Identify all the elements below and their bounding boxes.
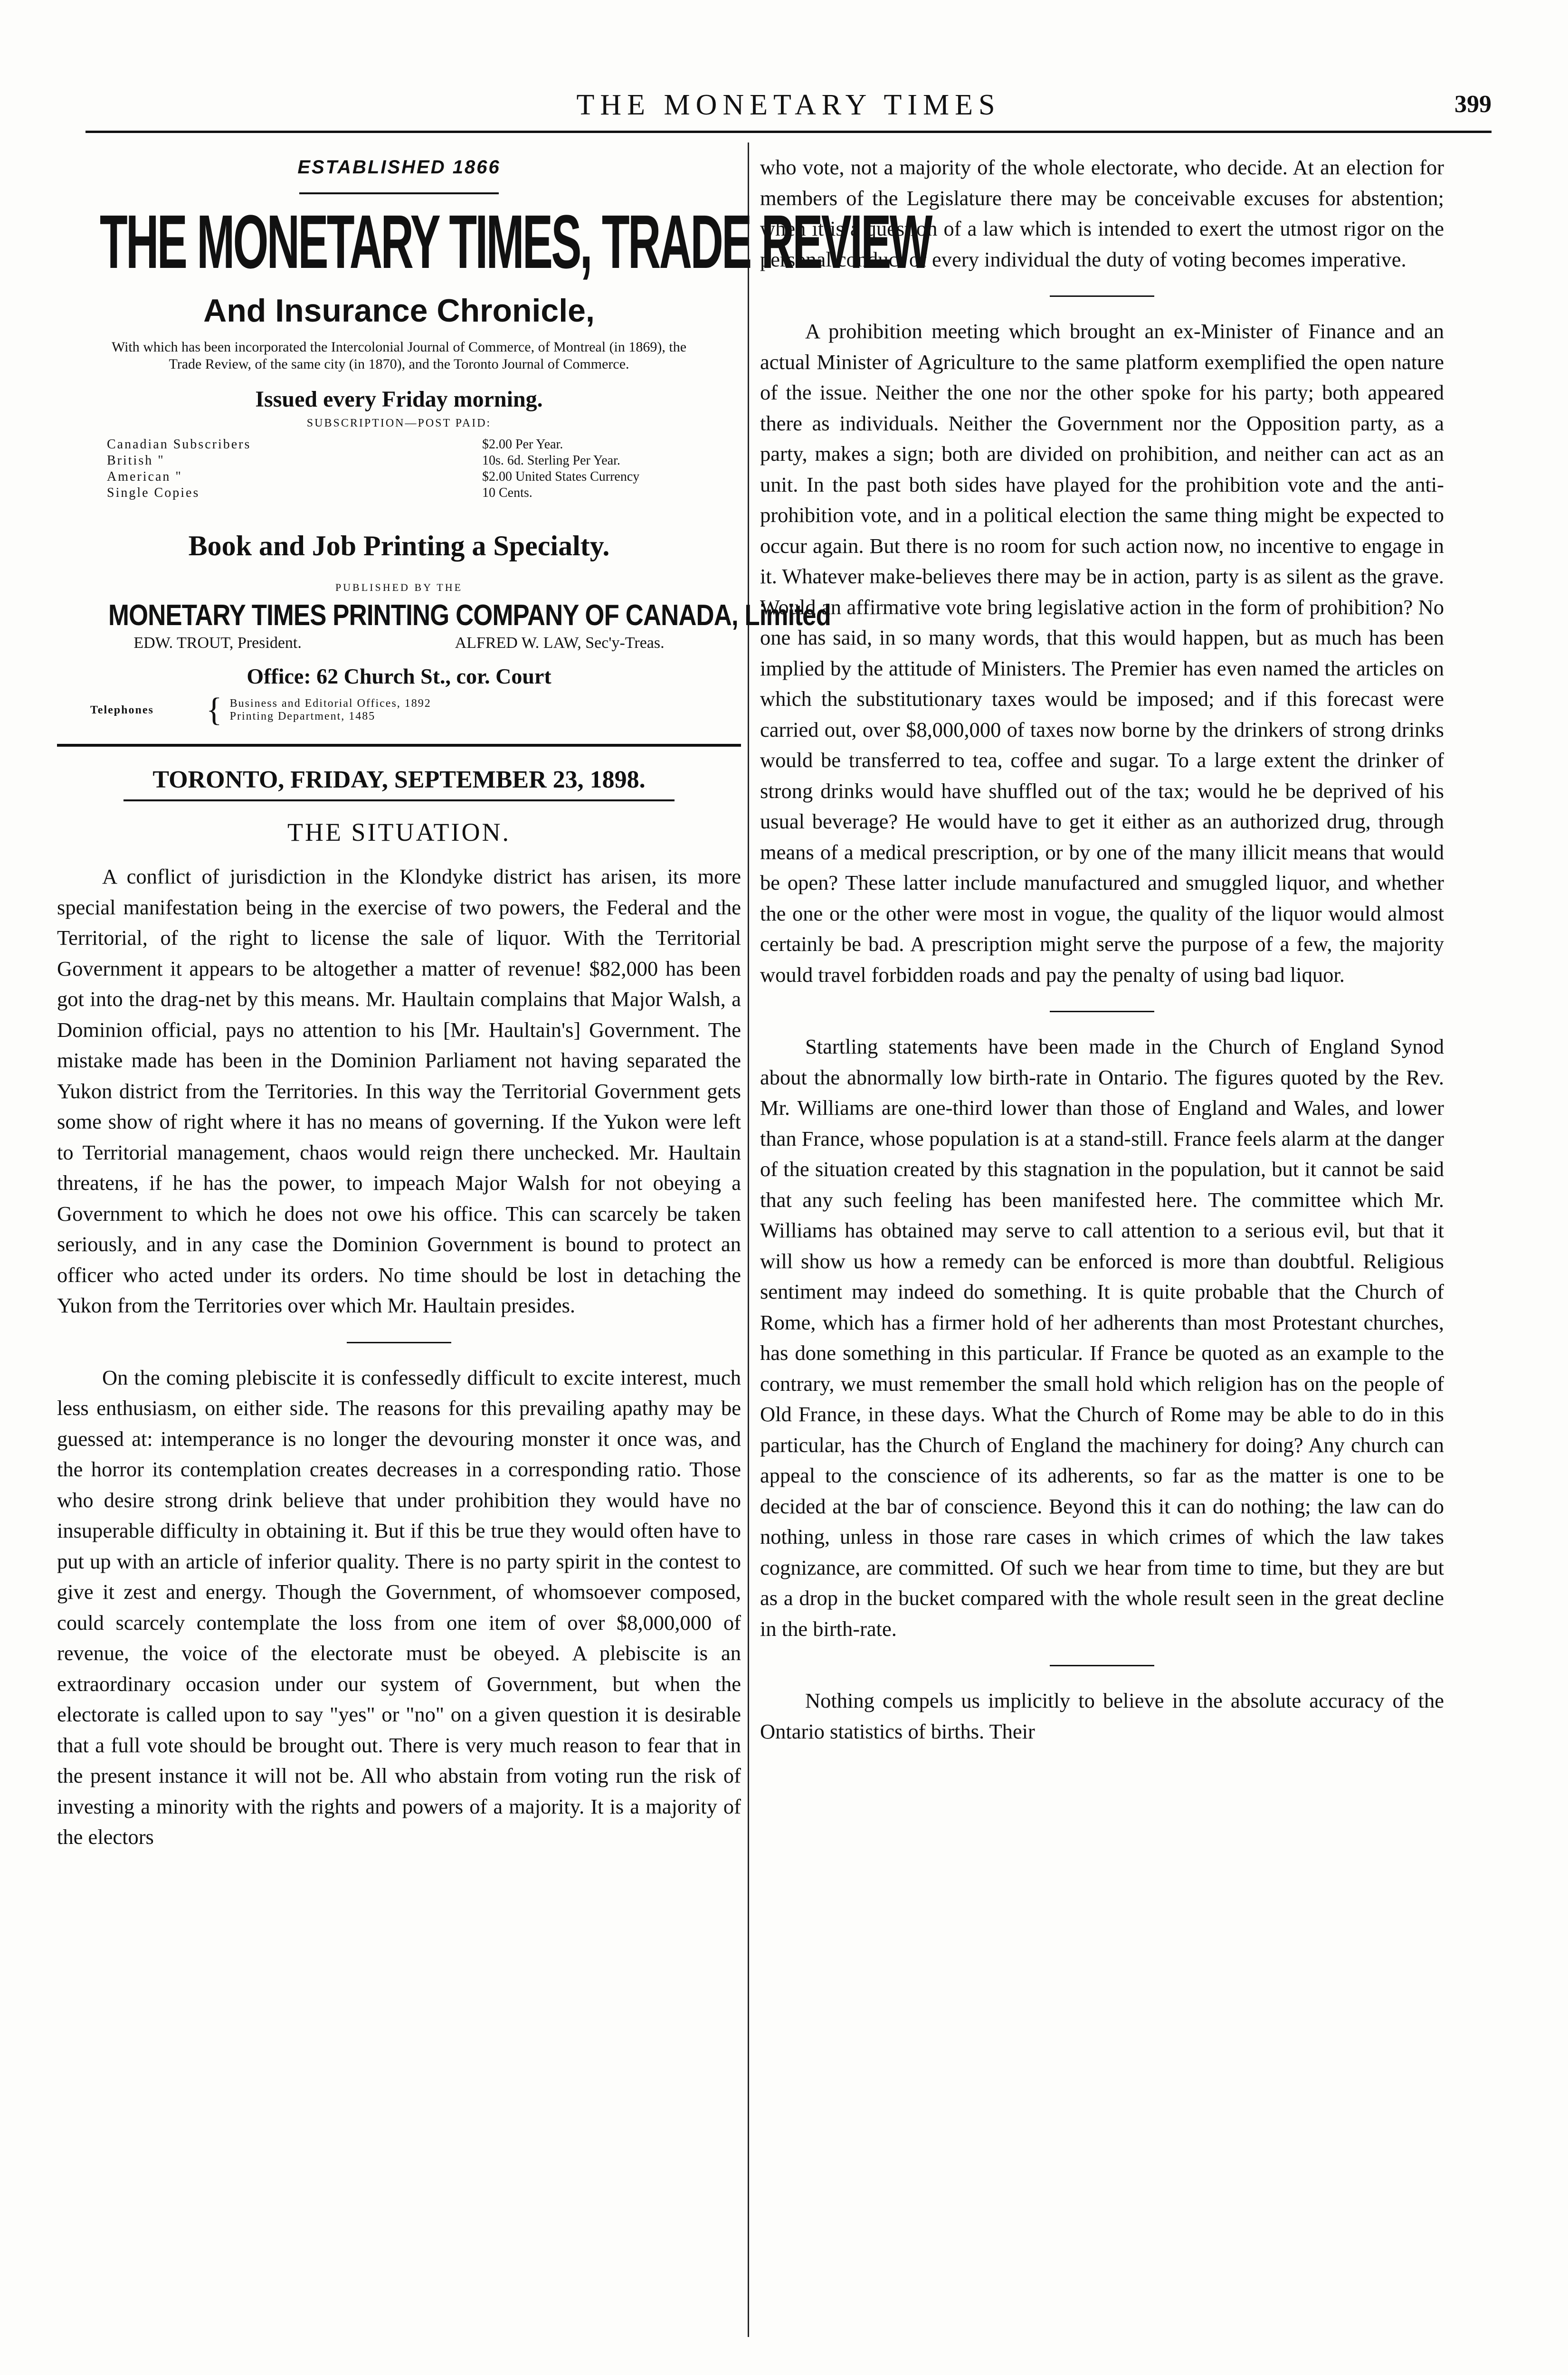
right-column (760, 142, 1444, 1747)
running-title: THE MONETARY TIMES (576, 89, 1001, 121)
rate-row (107, 453, 691, 469)
published-by: PUBLISHED BY THE (335, 581, 463, 593)
article-paragraph: A conflict of jurisdiction in the Klondyke district has arisen, its more special manifestation being in the exercise of two powers, the Federal and the Territorial, of the right to license the sale of liquor. With the Territorial Government it appears to be altogether a matter of revenue! $82,000 has been got into the drag-net by this means. Mr. Haultain complains that Major Walsh, a Dominion official, pays no attention to his [Mr. Haultain's] Government. The mistake made has been in the Dominion Parliament not having separated the Yukon district from the Territories. In this way the Territorial Government gets some show of right where it has no means of governing. If the Yukon were left to Territorial management, chaos would reign there unchecked. Mr. Haultain threatens, if he has the power, to impeach Major Walsh for not obeying a Government to which he does not owe his office. This can scarcely be taken seriously, and in any case the Dominion Government is bound to protect an officer who acted under its orders. No time should be lost in detaching the Yukon from the Territories over which Mr. Haultain presides. (57, 864, 741, 1317)
rate-price: $2.00 United States Currency (482, 469, 640, 484)
masthead-rule (299, 192, 499, 194)
secretary: ALFRED W. LAW, Sec'y-Treas. (455, 634, 665, 652)
rate-label: American " (107, 469, 182, 484)
president: EDW. TROUT, President. (133, 634, 302, 652)
article-paragraph: Nothing compels us implicitly to believe in the absolute accuracy of the Ontario statistics of births. Their (760, 1689, 1444, 1743)
brace-glyph: { (206, 692, 223, 728)
telephones-label: Telephones (90, 703, 154, 716)
masthead-subtitle: And Insurance Chronicle, (203, 293, 595, 329)
telephone-line: Printing Department, 1485 (229, 710, 376, 722)
masthead (57, 157, 931, 801)
page-number: 399 (1454, 91, 1492, 118)
paragraph-separator (1050, 295, 1154, 297)
dateline-rule (124, 799, 675, 801)
column-divider (748, 142, 749, 2337)
article-paragraph: On the coming plebiscite it is confessedly difficult to excite interest, much less enthusiasm, on either side. The reasons for this prevailing apathy may be guessed at: intemperance is no longer the devouring monster it once was, and the horror its contemplation creates decreases in a corresponding ratio. Those who desire strong drink believe that under prohibition they would have no insuperable difficulty in obtaining it. But if this be true they would often have to put up with an article of inferior quality. There is no party spirit in the contest to give it zest and energy. Though the Government, of whomsoever composed, could scarcely contemplate the loss from one item of over $8,000,000 of revenue, the voice of the electorate must be obeyed. A plebiscite is an extraordinary occasion under our system of Government, but when the electorate is called upon to say "yes" or "no" on a given question it is desirable that a full vote should be brought out. There is very much reason to fear that in the present instance it will not be. All who abstain from voting run the risk of investing a minority with the rights and powers of a majority. It is a majority of the electors (57, 1365, 741, 1849)
rate-label: Single Copies (107, 485, 200, 500)
subscription-label: SUBSCRIPTION—POST PAID: (306, 417, 492, 429)
rate-price: $2.00 Per Year. (482, 437, 563, 452)
rate-row (107, 485, 691, 501)
masthead-bottom-rule (57, 744, 741, 747)
article-heading: THE SITUATION. (287, 818, 511, 846)
paragraph-separator (347, 1342, 451, 1343)
company-name: MONETARY TIMES PRINTING COMPANY OF CANADA, Limited (108, 599, 831, 632)
book-job-printing: Book and Job Printing a Specialty. (188, 530, 610, 561)
office-address: Office: 62 Church St., cor. Court (247, 664, 551, 688)
rate-price: 10s. 6d. Sterling Per Year. (482, 453, 620, 468)
issued-line: Issued every Friday morning. (255, 387, 543, 412)
header-rule (86, 131, 1492, 133)
rate-label: British " (107, 453, 165, 468)
established-line: ESTABLISHED 1866 (297, 157, 501, 178)
left-column (57, 142, 931, 1852)
page-header (86, 85, 1492, 127)
rate-row (107, 437, 691, 453)
telephones (90, 694, 708, 727)
dateline: TORONTO, FRIDAY, SEPTEMBER 23, 1898. (152, 766, 646, 793)
rate-price: 10 Cents. (482, 485, 532, 500)
telephone-line: Business and Editorial Offices, 1892 (229, 697, 431, 710)
article-paragraph: A prohibition meeting which brought an ex-Minister of Finance and an actual Minister of Agriculture to the same platform exemplified the open nature of the issue. Neither the one nor the other spoke for his party; both appeared there as individuals. Neither the Government nor the Opposition party, as a party, makes a sign; both are divided on prohibition, and neither can act as an unit. In the past both sides have played for the prohibition vote and the anti-prohibition vote, and in a political election the same thing might be expected to occur again. But there is no room for such action now, no incentive to engage in it. Whatever make-believes there may be in action, party is as silent as the grave. Would an affirmative vote bring legislative action in the form of prohibition? No one has said, in so many words, that this would happen, but as much has been implied by the attitude of Ministers. The Premier has even named the articles on which the substitutionary taxes would be imposed; and if this forecast were carried out, over $8,000,000 of taxes now borne by the drinkers of strong drinks would be transferred to tea, coffee and sugar. To a large extent the drinker of strong drinks would have shuffled out of the tax; would he be deprived of his usual beverage? He would have to get it either as an authorized drug, through means of a medical prescription, or by one of the many illicit means that would be open? These latter include manufactured and smuggled liquor, and whether the one or the other were most in vogue, the quality of the liquor would almost certainly be bad. A prescription might serve the purpose of a few, the majority would travel forbidden roads and pay the penalty of using bad liquor. (760, 319, 1444, 987)
subscription-rates (107, 437, 691, 501)
article-paragraph: Startling statements have been made in the Church of England Synod about the abnormally low birth-rate in Ontario. The figures quoted by the Rev. Mr. Williams are one-third lower than those of England and Wales, and lower than France, whose population is at a stand-still. France feels alarm at the danger of the situation created by this stagnation in the population, but it cannot be said that any such feeling has been manifested here. The committee which Mr. Williams has obtained may serve to call attention to a serious evil, but that it will show us how a remedy can be enforced is more than doubtful. Religious sentiment may indeed do something. It is quite probable that the Church of Rome, which has a firmer hold of her adherents than most Protestant churches, has done something in this particular. If France be quoted as an example to the contrary, we must remember the small hold which religion has on the people of Old France, in these days. What the Church of Rome may be able to do in this particular, has the Church of England the machinery for doing? Any church can appeal to the conscience of its adherents, so far as the matter is one to be decided at the bar of conscience. Beyond this it can do nothing; the law can do nothing, unless in those rare cases in which crimes of which the law takes cognizance, are committed. Of such we hear from time to time, but they are but as a drop in the bucket compared with the whole result seen in the great decline in the birth-rate. (760, 1035, 1444, 1641)
telephone-lines (230, 697, 431, 723)
paragraph-separator (1050, 1011, 1154, 1012)
officers (57, 634, 741, 652)
incorporation-note: With which has been incorporated the Intercolonial Journal of Commerce, of Montreal (in 1869), the Trade Review, of the same city (in 1870), and the Toronto Journal of Commerce. (111, 339, 687, 372)
masthead-title: THE MONETARY TIMES, TRADE REVIEW (100, 199, 931, 284)
article-paragraph: who vote, not a majority of the whole electorate, who decide. At an election for members of the Legislature there may be conceivable excuses for abstention; when it is a question of a law which is intended to exert the utmost rigor on the personal conduct of every individual the duty of voting becomes imperative. (760, 155, 1444, 271)
rate-row (107, 469, 691, 485)
rate-label: Canadian Subscribers (107, 437, 251, 452)
paragraph-separator (1050, 1665, 1154, 1666)
